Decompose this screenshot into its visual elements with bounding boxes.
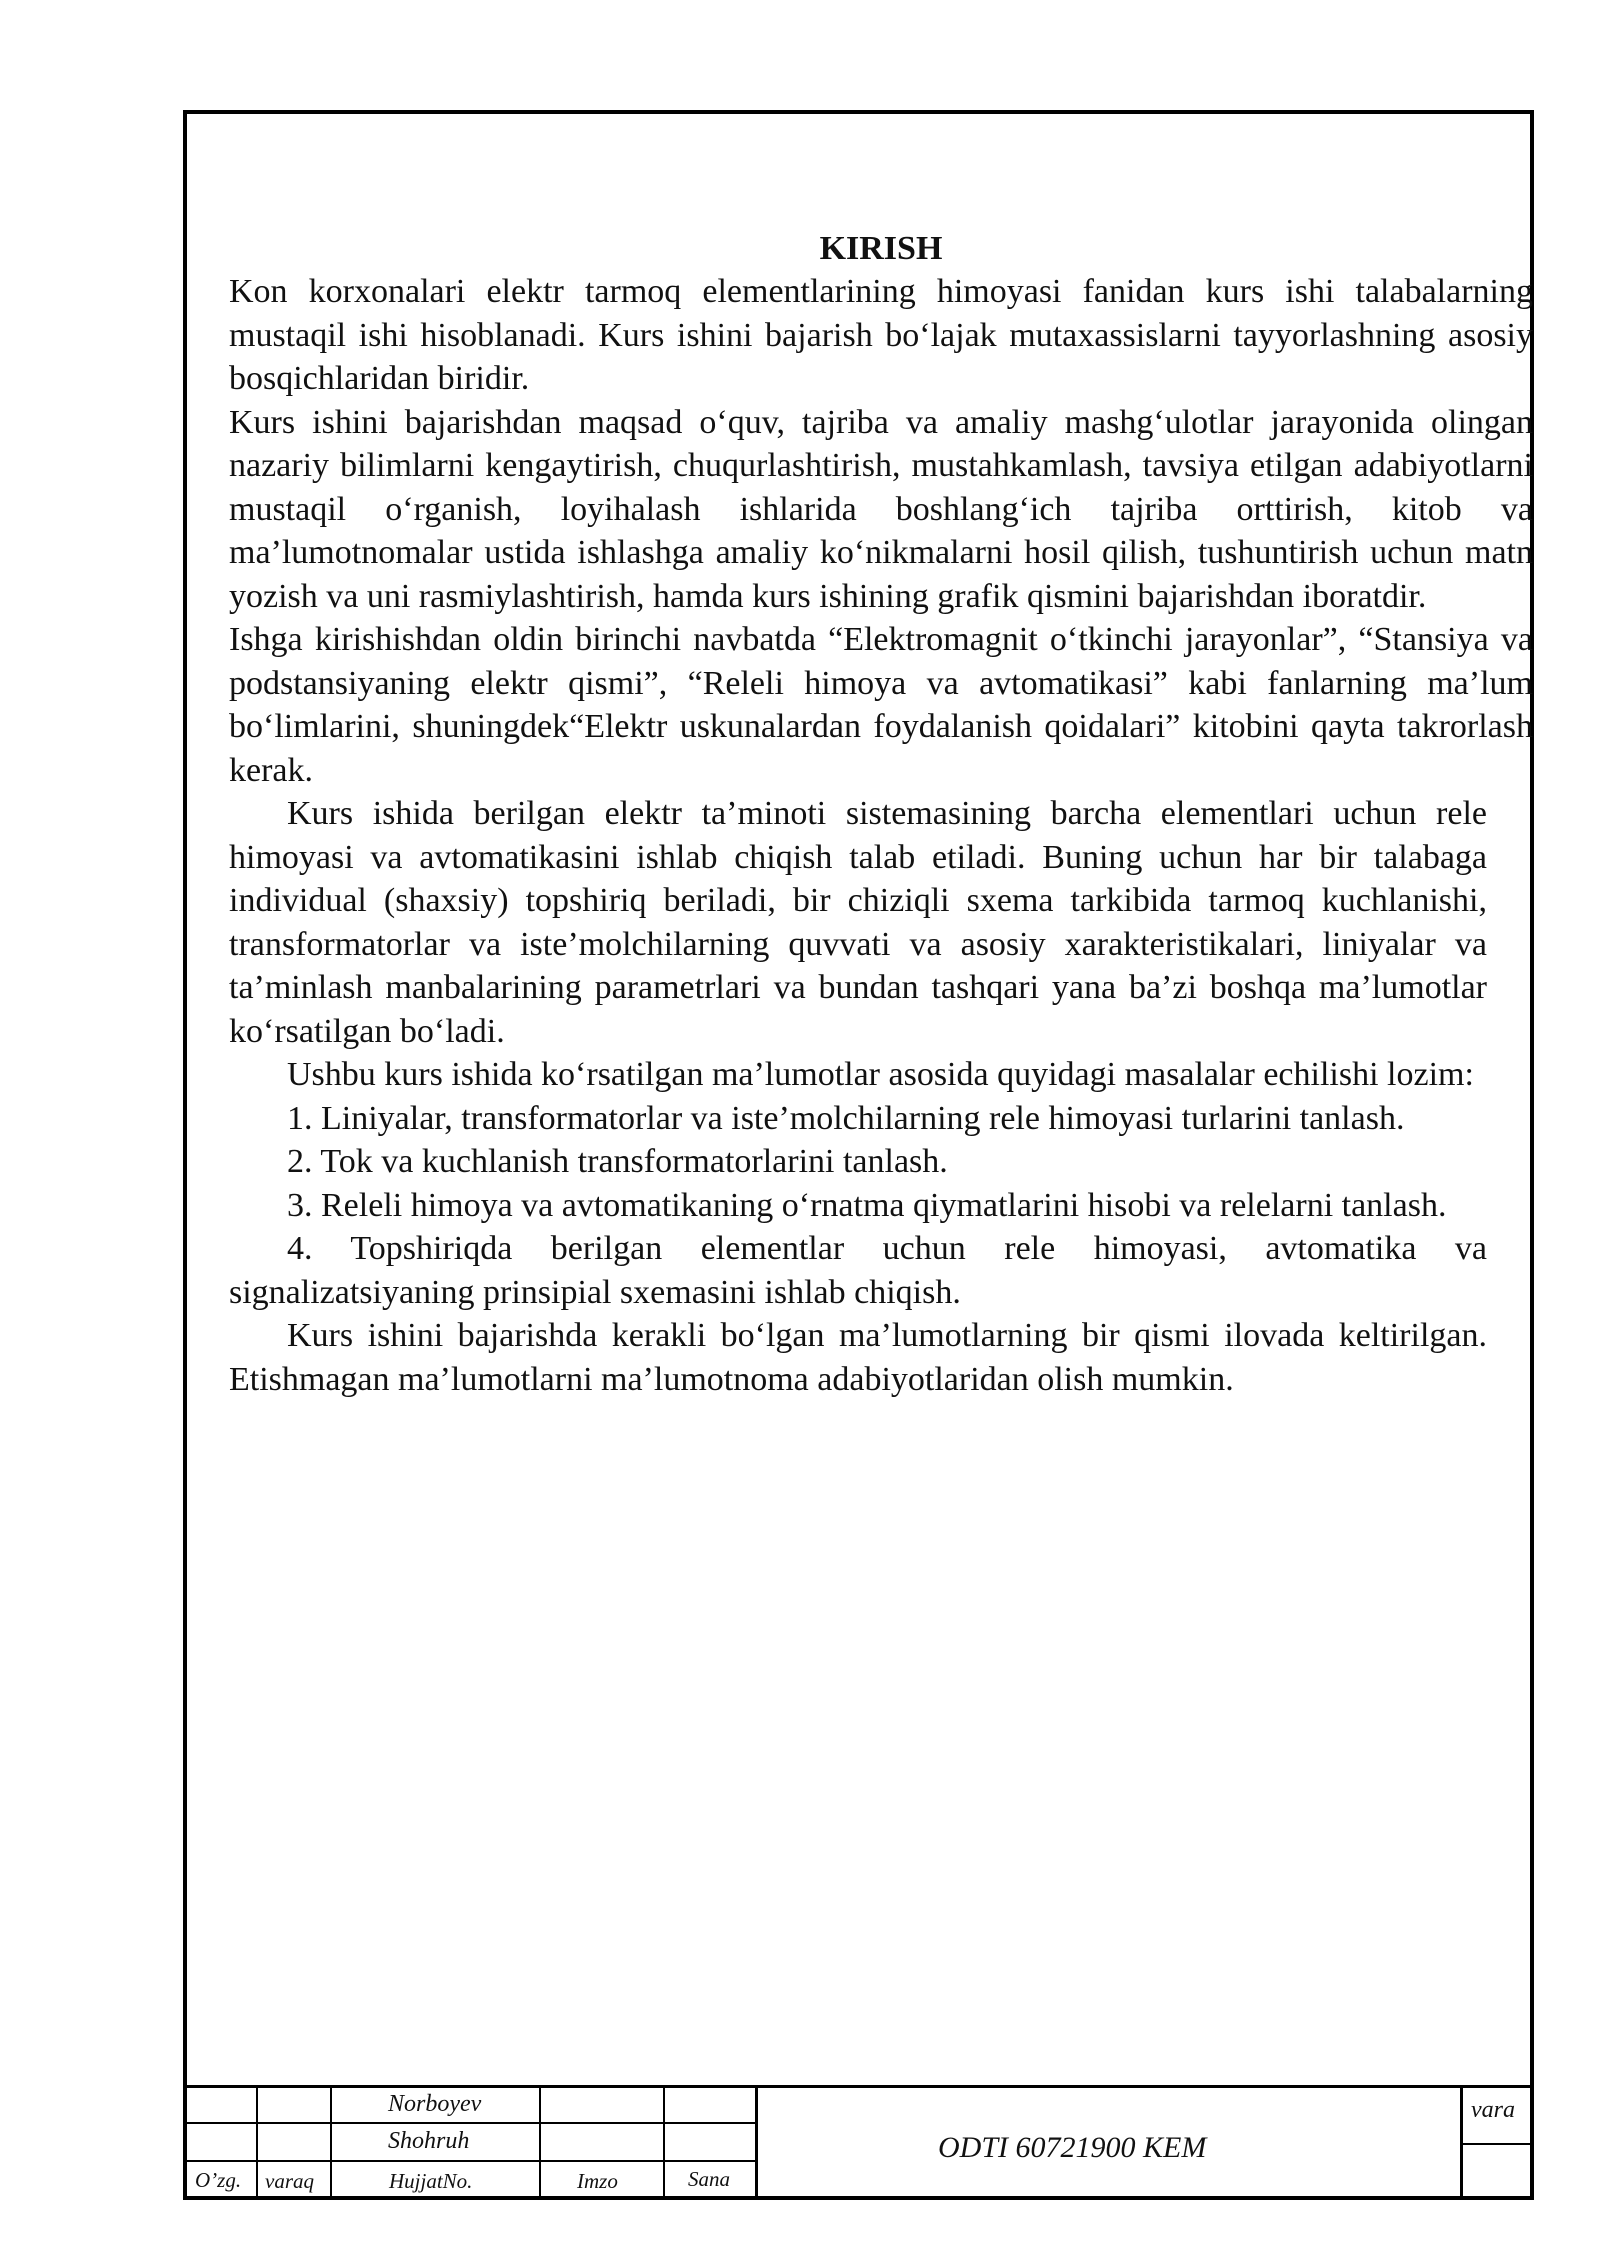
list-item-2: 2. Tok va kuchlanish transformatorlarini tanlash. [287, 1143, 948, 1180]
paragraph-1: Kon korxonalari elektr tarmoq elementlarining himoyasi fanidan kurs ishi talabalarning mustaqil ishi hisoblanadi. Kurs ishini bajarish bo‘lajak mutaxassislarni tayyorlashning asosiy bosqichlaridan biridir. [229, 273, 1533, 397]
paragraph-4: Kurs ishida berilgan elektr ta’minoti sistemasining barcha elementlari uchun rele himoyasi va avtomatikasini ishlab chiqish talab etiladi. Buning uchun har bir talabaga individual (shaxsiy) topshiriq beriladi, bir chiziqli sxema tarkibida tarmoq kuchlanishi, transformatorlar va iste’molchilarning quvvati va asosiy xarakteristikalari, liniyalar va ta’minlash manbalarining parametrlari va bundan tashqari yana ba’zi boshqa ma’lumotlar ko‘rsatilgan bo‘ladi. [229, 795, 1487, 1050]
title-block-top-line [183, 2085, 1534, 2088]
title-block-col-line-2 [330, 2085, 332, 2200]
title-block-col-line-3 [539, 2085, 541, 2200]
list-item-3: 3. Releli himoya va avtomatikaning o‘rnatma qiymatlarini hisobi va relelarni tanlash. [287, 1186, 1447, 1224]
sheet-label: vara [1471, 2097, 1515, 2123]
title-block-col-line-5 [755, 2085, 758, 2200]
date-label: Sana [688, 2167, 730, 2191]
list-item-4: 4. Topshiriqda berilgan elementlar uchun rele himoyasi, avtomatika va signalizatsiyaning prinsipial sxemasini ishlab chiqish. [229, 1230, 1487, 1311]
paragraph-6: Kurs ishini bajarishda kerakli bo‘lgan ma’lumotlarning bir qismi ilovada keltirilgan. Etishmagan ma’lumotlarni ma’lumotnoma adabiyotlaridan olish mumkin. [229, 1317, 1487, 1398]
section-heading: KIRISH [819, 230, 943, 267]
paragraph-2: Kurs ishini bajarishdan maqsad o‘quv, tajriba va amaliy mashg‘ulotlar jarayonida olingan nazariy bilimlarni kengaytirish, chuqurlashtirish, mustahkamlash, tavsiya etilgan adabiyotlarni mustaqil o‘rganish, loyihalash ishlarida boshlang‘ich tajriba orttirish, kitob va ma’lumotnomalar ustida ishlashga amaliy ko‘nikmalarni hosil qilish, tushuntirish uchun matn yozish va uni rasmiylashtirish, hamda kurs ishining grafik qismini bajarishdan iboratdir. [229, 403, 1533, 615]
title-block-row-line-2 [183, 2160, 755, 2162]
change-label: O’zg. [195, 2168, 242, 2192]
title-block [183, 2085, 1534, 2200]
paragraph-5: Ushbu kurs ishida ko‘rsatilgan ma’lumotlar asosida quyidagi masalalar echilishi lozim: [287, 1056, 1474, 1093]
paragraph-3: Ishga kirishishdan oldin birinchi navbatda “Elektromagnit o‘tkinchi jarayonlar”, “Stansiya va podstansiyaning elektr qismi”, “Releli himoya va avtomatikasi” kabi fanlarning ma’lum bo‘limlarini, shuningdek“Elektr uskunalardan foydalanish qoidalari” kitobini qayta takrorlash kerak. [229, 621, 1533, 789]
title-block-row-line-1 [183, 2122, 755, 2124]
document-number-label: HujjatNo. [389, 2169, 473, 2193]
title-block-col-line-1 [256, 2085, 258, 2200]
document-body [229, 227, 1533, 1401]
sheet-column-label: varaq [265, 2169, 314, 2193]
author-name: Shohruh [388, 2128, 470, 2154]
signature-label: Imzo [577, 2169, 618, 2193]
title-block-col-line-4 [663, 2085, 665, 2200]
document-code: ODTI 60721900 KEM [938, 2131, 1207, 2164]
list-item-1: 1. Liniyalar, transformatorlar va iste’molchilarning rele himoyasi turlarini tanlash. [287, 1099, 1405, 1137]
author-surname: Norboyev [388, 2091, 482, 2117]
